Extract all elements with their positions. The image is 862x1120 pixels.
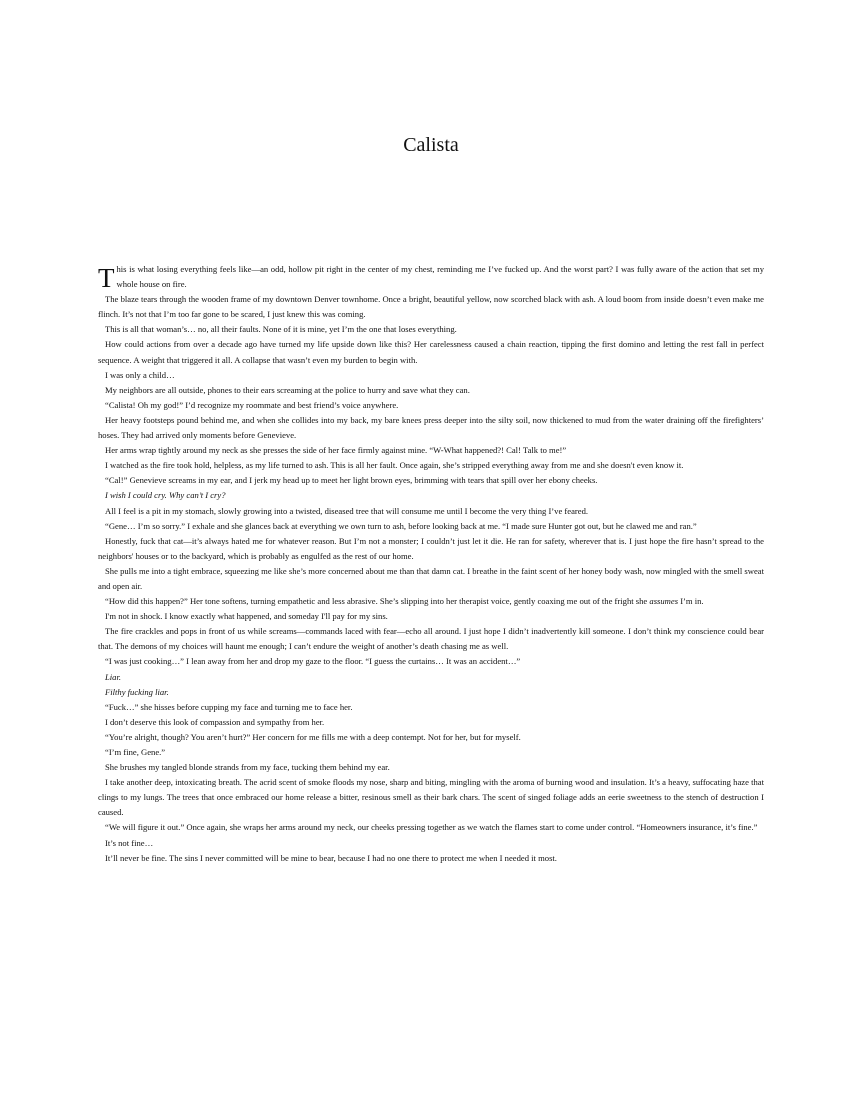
paragraph: I take another deep, intoxicating breath. The acrid scent of smoke floods my nose, sharp and biting, mingling with the aroma of burning wood and insulation. It’s a heavy, suffocating haze that clings to my lungs. The trees that once embraced our home release a bitter, resinous smell as their bark chars. The scent of singed foliage adds an eerie sweetness to the stench of destruction I caused. (98, 777, 764, 818)
italic-thought: Filthy fucking liar. (105, 686, 169, 697)
paragraph: She pulls me into a tight embrace, squeezing me like she’s more concerned about me than that damn cat. I breathe in the faint scent of her honey body wash, now mingled with the smell sweat and open air. (98, 565, 764, 591)
paragraph: “You’re alright, though? You aren’t hurt?” Her concern for me fills me with a deep contempt. Not for her, but for myself. (105, 731, 521, 742)
paragraph: All I feel is a pit in my stomach, slowly growing into a twisted, diseased tree that will consume me until I become the very thing I’ve feared. (105, 505, 589, 516)
paragraph: I was only a child… (105, 369, 175, 380)
paragraph: “Calista! Oh my god!” I’d recognize my roommate and best friend’s voice anywhere. (105, 399, 399, 410)
paragraph: She brushes my tangled blonde strands from my face, tucking them behind my ear. (105, 762, 390, 773)
paragraph: “I was just cooking…” I lean away from her and drop my gaze to the floor. “I guess the curtains… It was an accident…” (105, 656, 521, 667)
italic-thought: I wish I could cry. Why can’t I cry? (105, 490, 226, 501)
paragraph: It’ll never be fine. The sins I never committed will be mine to bear, because I had no one there to protect me when I needed it most. (105, 852, 557, 863)
paragraph: Her arms wrap tightly around my neck as she presses the side of her face firmly against mine. “W-What happened?! Cal! Talk to me!” (105, 445, 567, 456)
first-paragraph-text: his is what losing everything feels like—an odd, hollow pit right in the center of my chest, reminding me I’ve fucked up. And the worst part? I was fully aware of the action that set my whole house on fire. (116, 264, 764, 290)
paragraph: Honestly, fuck that cat—it’s always hated me for whatever reason. But I’m not a monster; I couldn’t just let it die. He ran for safety, wherever that is. I just hope the fire hasn’t spread to the neighbors' houses or to the backyard, which is probably as engulfed as the rest of our home. (98, 535, 764, 561)
paragraph: I watched as the fire took hold, helpless, as my life turned to ash. This is all her fault. Once again, she’s stripped everything away from me and she doesn't even know it. (105, 460, 684, 471)
paragraph: This is all that woman’s… no, all their faults. None of it is mine, yet I’m the one that loses everything. (105, 324, 457, 335)
paragraph: How could actions from over a decade ago have turned my life upside down like this? Her carelessness caused a chain reaction, tipping the first domino and letting the rest fall in perfect sequence. A weight that triggered it all. A collapse that wasn’t even my burden to begin with. (98, 339, 764, 365)
paragraph: The blaze tears through the wooden frame of my downtown Denver townhome. Once a bright, beautiful yellow, now scorched black with ash. A loud boom from inside doesn’t even make me flinch. It’s not that I’m too far gone to be scared, I just knew this was coming. (98, 294, 764, 320)
paragraph: It’s not fine… (105, 837, 154, 848)
paragraph: “Cal!” Genevieve screams in my ear, and I jerk my head up to meet her light brown eyes, brimming with tears that spill over her ebony cheeks. (105, 475, 598, 486)
paragraph: “Gene… I’m so sorry.” I exhale and she glances back at everything we own turn to ash, before looking back at me. “I made sure Hunter got out, but he clawed me and ran.” (105, 520, 697, 531)
paragraph: Her heavy footsteps pound behind me, and when she collides into my back, my bare knees press deeper into the silty soil, now thickened to mud from the water draining off the firefighters’ hoses. They had arrived only moments before Genevieve. (98, 414, 764, 441)
paragraph: “We will figure it out.” Once again, she wraps her arms around my neck, our cheeks pressing together as we watch the flames start to come under control. “Homeowners insurance, it’s fine.” (105, 822, 758, 833)
therapist-paragraph (98, 594, 764, 609)
paragraph: I'm not in shock. I know exactly what happened, and someday I'll pay for my sins. (105, 611, 388, 622)
paragraph: “I’m fine, Gene.” (105, 747, 166, 757)
paragraph: I don’t deserve this look of compassion and sympathy from her. (105, 716, 325, 727)
therapist-text-before: “How did this happen?” Her tone softens, turning empathetic and less abrasive. She’s slipping into her therapist voice, gently coaxing me out of the fright she (105, 596, 650, 607)
chapter-title: Calista (403, 134, 459, 156)
therapist-text-italic: assumes (649, 596, 679, 607)
italic-thought: Liar. (105, 671, 122, 682)
paragraph: My neighbors are all outside, phones to their ears screaming at the police to hurry and save what they can. (105, 384, 470, 395)
paragraph: “Fuck…” she hisses before cupping my face and turning me to face her. (105, 701, 353, 712)
chapter-body (98, 262, 764, 866)
drop-cap: T (98, 263, 115, 293)
first-paragraph (98, 262, 764, 292)
therapist-text-after: I’m in. (678, 596, 704, 607)
paragraph: The fire crackles and pops in front of us while screams—commands laced with fear—echo all around. I just hope I didn’t inadvertently kill someone. I don’t think my conscience could bear that. The demons of my choices will haunt me enough; I can’t endure the weight of another’s death chasing me as well. (98, 626, 764, 652)
